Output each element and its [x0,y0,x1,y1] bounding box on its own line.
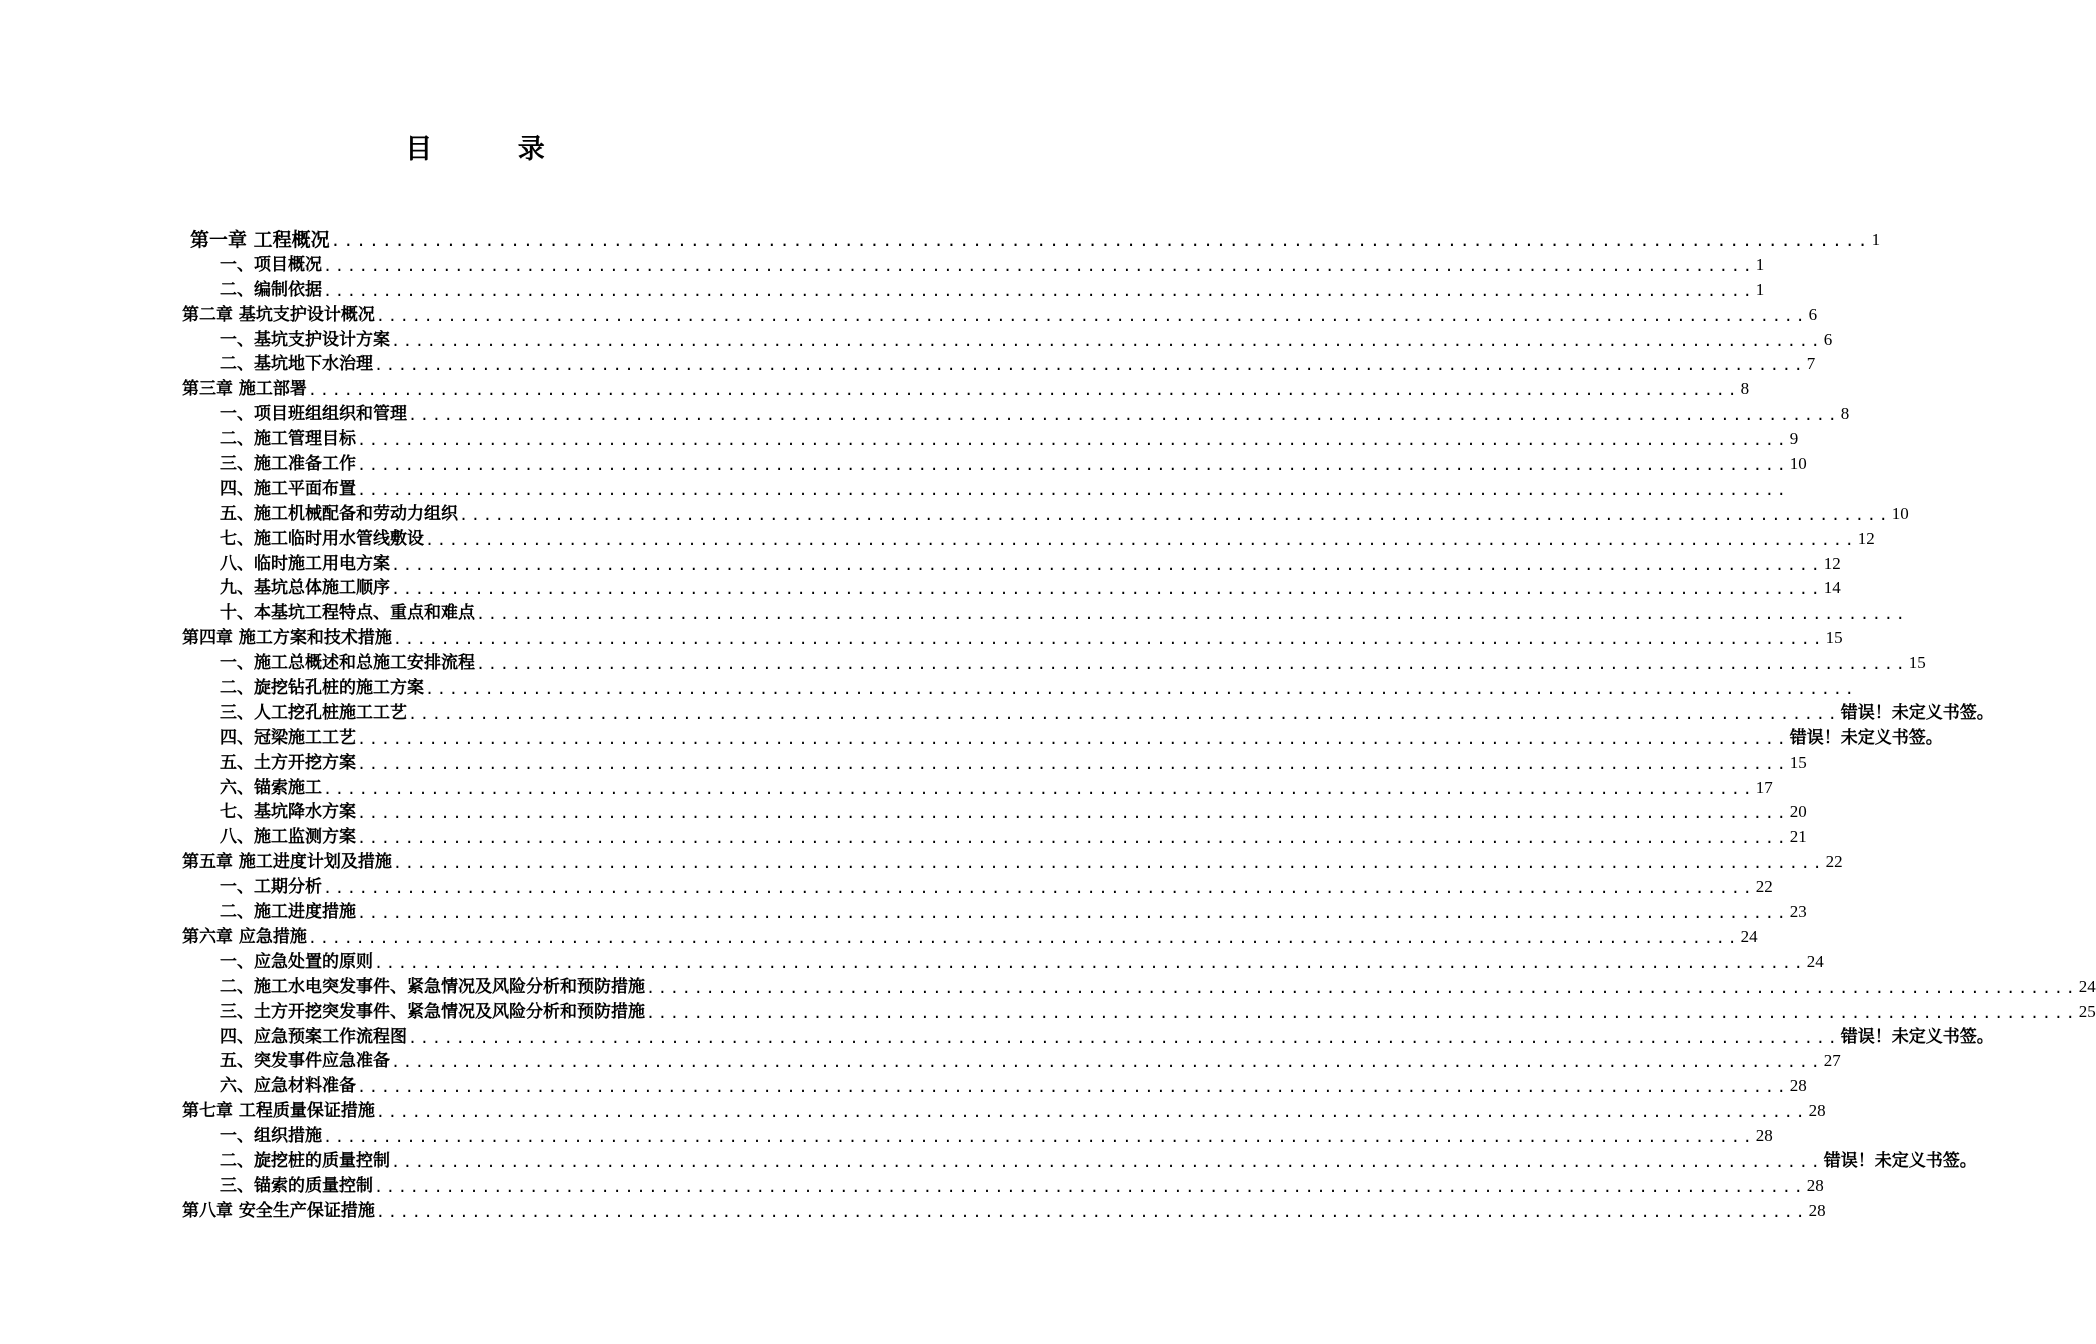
toc-dot-leader: ........................................................................................................................ [357,729,1789,748]
toc-dot-leader: ........................................................................................................................ [307,928,1740,947]
toc-entry-label: 八、施工监测方案 [220,827,356,848]
toc-dot-leader: ........................................................................................................................ [476,655,1908,674]
toc-page-number: 24 [1740,926,1758,946]
toc-entry-label: 二、旋挖钻孔桩的施工方案 [220,678,424,699]
toc-page-number: 12 [1857,528,1875,548]
toc-section-entry[interactable] [182,1122,1773,1147]
toc-dot-leader: ........................................................................................................................ [357,804,1789,823]
toc-page-number: 28 [1755,1126,1773,1146]
toc-section-entry[interactable] [182,326,1833,351]
toc-page-number: 12 [1823,553,1841,573]
toc-dot-leader: ........................................................................................................................ [392,854,1825,873]
toc-section-entry[interactable] [182,1147,1977,1172]
toc-page-number: 8 [1840,404,1850,424]
toc-dot-leader: ........................................................................................................................ [357,829,1789,848]
toc-entry-label: 一、项目班组组织和管理 [220,404,407,425]
toc-entry-label: 第一章 工程概况 [190,229,330,251]
toc-entry-label: 第八章 安全生产保证措施 [182,1200,375,1221]
toc-dot-leader: ........................................................................................................................ [357,904,1789,923]
toc-dot-leader: ........................................................................................................................ [374,953,1806,972]
page-title: 目 录 [405,134,583,165]
toc-section-entry[interactable] [182,450,1807,475]
toc-section-entry[interactable] [182,525,1875,550]
toc-page-number: 10 [1789,454,1807,474]
toc-dot-leader: ........................................................................................................................ [408,1028,1840,1047]
toc-entry-label: 七、基坑降水方案 [220,802,356,823]
toc-dot-leader: ........................................................................................................................ [330,231,1871,250]
toc-dot-leader: ........................................................................................................................ [357,754,1789,773]
toc-section-entry[interactable] [182,500,1909,525]
toc-error-text: 错误！未定义书签。 [1840,702,1994,723]
toc-page-number: 25 [2078,1001,2096,1021]
toc-entry-label: 三、土方开挖突发事件、紧急情况及风险分析和预防措施 [220,1001,645,1022]
table-of-contents [182,224,2096,1222]
toc-page-number: 15 [1789,752,1807,772]
toc-entry-label: 五、土方开挖方案 [220,752,356,773]
toc-entry-label: 四、应急预案工作流程图 [220,1026,407,1047]
toc-page-number: 10 [1891,503,1909,523]
toc-dot-leader: ........................................................................................................................ [323,1128,1755,1147]
toc-section-entry[interactable] [182,998,2096,1023]
toc-page-number: 23 [1789,902,1807,922]
toc-dot-leader: ........................................................................................................................ [391,555,1823,574]
toc-dot-leader: ........................................................................................................................ [408,704,1840,723]
toc-entry-label: 第六章 应急措施 [182,926,307,947]
toc-entry-label: 第三章 施工部署 [182,379,307,400]
toc-dot-leader: ........................................................................................................................ [392,630,1825,649]
toc-entry-label: 一、项目概况 [220,254,322,275]
toc-page-number: 6 [1823,329,1833,349]
toc-section-entry[interactable] [182,475,1789,500]
toc-dot-leader: ........................................................................................................................ [425,680,1857,699]
toc-dot-leader: ........................................................................................................................ [391,331,1823,350]
toc-entry-label: 五、施工机械配备和劳动力组织 [220,503,458,524]
toc-entry-label: 一、组织措施 [220,1126,322,1147]
toc-page-number: 20 [1789,802,1807,822]
toc-dot-leader: ........................................................................................................................ [391,580,1823,599]
toc-page-number: 1 [1871,230,1881,249]
toc-page-number: 22 [1755,877,1773,897]
toc-section-entry[interactable] [182,948,1824,973]
toc-dot-leader: ........................................................................................................................ [425,530,1857,549]
toc-entry-label: 三、人工挖孔桩施工工艺 [220,702,407,723]
toc-entry-label: 一、施工总概述和总施工安排流程 [220,653,475,674]
toc-dot-leader: ........................................................................................................................ [374,1177,1806,1196]
toc-chapter-entry[interactable] [182,224,1881,251]
toc-entry-label: 八、临时施工用电方案 [220,553,390,574]
toc-dot-leader: ........................................................................................................................ [646,978,2078,997]
toc-page-number: 22 [1825,852,1843,872]
toc-entry-label: 三、锚索的质量控制 [220,1175,373,1196]
toc-section-entry[interactable] [182,599,1908,624]
toc-section-entry[interactable] [182,550,1841,575]
toc-section-entry[interactable] [182,749,1807,774]
toc-section-entry[interactable] [182,873,1773,898]
toc-entry-label: 第四章 施工方案和技术措施 [182,628,392,649]
toc-entry-label: 五、突发事件应急准备 [220,1051,390,1072]
toc-entry-label: 二、施工水电突发事件、紧急情况及风险分析和预防措施 [220,976,645,997]
toc-entry-label: 四、冠梁施工工艺 [220,727,356,748]
toc-entry-label: 六、锚索施工 [220,777,322,798]
toc-dot-leader: ........................................................................................................................ [375,306,1808,325]
toc-dot-leader: ........................................................................................................................ [323,879,1755,898]
toc-dot-leader: ........................................................................................................................ [374,356,1806,375]
toc-entry-label: 二、基坑地下水治理 [220,354,373,375]
toc-chapter-entry[interactable] [182,923,1758,948]
toc-section-entry[interactable] [182,649,1926,674]
toc-entry-label: 二、施工管理目标 [220,429,356,450]
toc-section-entry[interactable] [182,251,1765,276]
toc-page-number: 6 [1808,304,1818,324]
toc-page-number: 8 [1740,379,1750,399]
toc-dot-leader: ........................................................................................................................ [375,1202,1808,1221]
toc-dot-leader: ........................................................................................................................ [375,1103,1808,1122]
toc-entry-label: 第五章 施工进度计划及措施 [182,852,392,873]
toc-section-entry[interactable] [182,425,1799,450]
toc-section-entry[interactable] [182,1023,1994,1048]
toc-chapter-entry[interactable] [182,624,1843,649]
toc-page-number: 21 [1789,827,1807,847]
toc-page-number: 27 [1823,1051,1841,1071]
toc-page-number: 24 [2078,976,2096,996]
toc-page-number: 28 [1806,1175,1824,1195]
toc-dot-leader: ........................................................................................................................ [459,505,1891,524]
toc-page-number: 28 [1808,1101,1826,1121]
toc-entry-label: 九、基坑总体施工顺序 [220,578,390,599]
toc-dot-leader: ........................................................................................................................ [307,381,1740,400]
toc-entry-label: 六、应急材料准备 [220,1076,356,1097]
toc-chapter-entry[interactable] [182,1197,1826,1222]
toc-entry-label: 一、基坑支护设计方案 [220,329,390,350]
toc-entry-label: 十、本基坑工程特点、重点和难点 [220,603,475,624]
toc-error-text: 错误！未定义书签。 [1823,1150,1977,1171]
toc-entry-label: 二、编制依据 [220,279,322,300]
toc-page-number: 28 [1789,1076,1807,1096]
toc-page-number: 7 [1806,354,1816,374]
toc-entry-label: 三、施工准备工作 [220,454,356,475]
toc-page-number: 17 [1755,777,1773,797]
toc-section-entry[interactable] [182,674,1857,699]
toc-dot-leader: ........................................................................................................................ [323,779,1755,798]
toc-section-entry[interactable] [182,276,1765,301]
toc-section-entry[interactable] [182,898,1807,923]
toc-entry-label: 一、工期分析 [220,877,322,898]
toc-section-entry[interactable] [182,575,1841,600]
toc-entry-label: 一、应急处置的原则 [220,951,373,972]
toc-dot-leader: ........................................................................................................................ [646,1003,2078,1022]
toc-section-entry[interactable] [182,799,1807,824]
toc-dot-leader: ........................................................................................................................ [357,456,1789,475]
toc-dot-leader: ........................................................................................................................ [391,1152,1823,1171]
toc-section-entry[interactable] [182,400,1850,425]
toc-dot-leader: ........................................................................................................................ [391,1053,1823,1072]
toc-entry-label: 第二章 基坑支护设计概况 [182,304,375,325]
toc-section-entry[interactable] [182,1072,1807,1097]
toc-dot-leader: ........................................................................................................................ [357,431,1789,450]
toc-entry-label: 四、施工平面布置 [220,478,356,499]
toc-chapter-entry[interactable] [182,1097,1826,1122]
toc-dot-leader: ........................................................................................................................ [408,406,1840,425]
toc-chapter-entry[interactable] [182,375,1750,400]
toc-section-entry[interactable] [182,973,2096,998]
toc-entry-label: 二、施工进度措施 [220,902,356,923]
toc-section-entry[interactable] [182,1172,1824,1197]
toc-page-number: 28 [1808,1200,1826,1220]
toc-entry-label: 七、施工临时用水管线敷设 [220,528,424,549]
toc-error-text: 错误！未定义书签。 [1789,727,1943,748]
toc-page-number: 1 [1755,279,1765,299]
toc-error-text: 错误！未定义书签。 [1840,1026,1994,1047]
toc-dot-leader: ........................................................................................................................ [357,1078,1789,1097]
toc-page-number: 1 [1755,254,1765,274]
toc-dot-leader: ........................................................................................................................ [476,605,1908,624]
toc-chapter-entry[interactable] [182,848,1843,873]
toc-section-entry[interactable] [182,823,1807,848]
toc-section-entry[interactable] [182,1048,1841,1073]
toc-entry-label: 二、旋挖桩的质量控制 [220,1150,390,1171]
toc-entry-label: 第七章 工程质量保证措施 [182,1101,375,1122]
toc-page-number: 15 [1908,653,1926,673]
toc-page-number: 14 [1823,578,1841,598]
toc-chapter-entry[interactable] [182,301,1818,326]
toc-page-number: 9 [1789,429,1799,449]
toc-page-number: 15 [1825,628,1843,648]
toc-page-number: 24 [1806,951,1824,971]
toc-section-entry[interactable] [182,351,1816,376]
toc-section-entry[interactable] [182,774,1773,799]
toc-dot-leader: ........................................................................................................................ [357,480,1789,499]
toc-section-entry[interactable] [182,699,1994,724]
toc-dot-leader: ........................................................................................................................ [323,256,1755,275]
toc-section-entry[interactable] [182,724,1943,749]
toc-dot-leader: ........................................................................................................................ [323,281,1755,300]
